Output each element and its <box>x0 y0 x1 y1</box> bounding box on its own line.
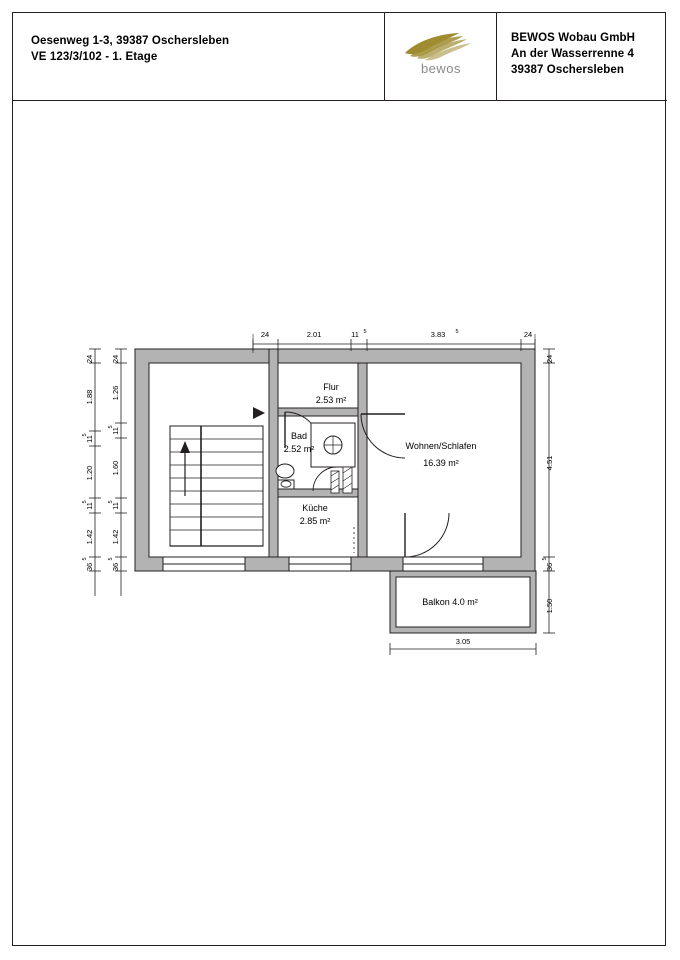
dim-left-outer-6-sup: 5 <box>82 557 88 561</box>
company-line-2: An der Wasserrenne 4 <box>511 48 635 60</box>
dim-left-inner-6-sup: 5 <box>108 557 114 561</box>
drawing-sheet <box>12 12 666 946</box>
dim-top-2: 11 <box>351 330 359 339</box>
dim-right-3: 1.50 <box>545 598 554 614</box>
floorplan-area <box>13 101 667 946</box>
address-line-1: Oesenweg 1-3, 39387 Oschersleben <box>31 35 230 47</box>
dim-right-2: 36 <box>545 562 554 572</box>
room-label-flur: Flur <box>323 382 339 392</box>
logo-wordmark: bewos <box>420 61 462 76</box>
dim-right-2-sup: 5 <box>542 557 548 561</box>
dim-left-inner-6: 36 <box>111 562 120 572</box>
dim-left-inner-4-sup: 5 <box>108 500 114 504</box>
dim-right-0: 24 <box>545 354 554 364</box>
dim-left-outer-5: 1.42 <box>85 529 94 545</box>
dim-left-inner-1: 1.26 <box>111 385 120 401</box>
room-label-wohnen: Wohnen/Schlafen <box>405 441 477 451</box>
company-line-1: BEWOS Wobau GmbH <box>511 32 636 44</box>
room-area-kueche: 2.85 m² <box>299 516 331 526</box>
dim-left-inner-4: 11 <box>111 502 120 510</box>
address-block <box>13 13 385 100</box>
dim-left-inner-2-sup: 5 <box>108 425 114 429</box>
dim-left-outer-4: 11 <box>85 502 94 510</box>
room-area-flur: 2.53 m² <box>315 395 347 405</box>
address-line-2: VE 123/3/102 - 1. Etage <box>31 51 158 63</box>
dim-left-outer-3: 1.20 <box>85 465 94 481</box>
dimension-line-left-outer <box>82 349 101 596</box>
logo-block <box>385 13 497 100</box>
dim-top-1: 2.01 <box>306 330 322 339</box>
room-area-wohnen: 16.39 m² <box>423 458 459 468</box>
company-line-3: 39387 Oschersleben <box>511 64 625 76</box>
dim-right-1: 4.51 <box>545 455 554 471</box>
dim-left-inner-2: 11 <box>111 427 120 435</box>
dim-left-inner-3: 1.60 <box>111 460 120 476</box>
dim-top-3-sup: 5 <box>455 329 459 335</box>
dim-top-2-sup: 5 <box>363 329 367 335</box>
dim-top-3: 3.83 <box>430 330 446 339</box>
room-label-balkon: Balkon 4.0 m² <box>422 597 478 607</box>
title-block <box>13 13 667 101</box>
dim-top-4: 24 <box>523 330 533 339</box>
dim-top-0: 24 <box>260 330 270 339</box>
bewos-logo-icon <box>401 31 481 61</box>
dim-left-outer-1: 1.88 <box>85 389 94 405</box>
dim-left-inner-0: 24 <box>111 354 120 364</box>
floorplan-drawing <box>13 101 667 946</box>
dim-left-outer-6: 36 <box>85 562 94 572</box>
company-block <box>497 13 667 100</box>
room-label-kueche: Küche <box>302 503 328 513</box>
dim-left-outer-4-sup: 5 <box>82 500 88 504</box>
room-label-bad: Bad <box>290 431 308 441</box>
dim-left-outer-2: 11 <box>85 435 94 443</box>
dimension-line-bottom <box>390 637 536 655</box>
window-openings <box>163 557 483 571</box>
dimension-line-right <box>542 349 555 633</box>
staircase <box>170 426 263 546</box>
dim-bottom-0: 3.05 <box>455 637 471 646</box>
dim-left-outer-2-sup: 5 <box>82 433 88 437</box>
dim-left-inner-5: 1.42 <box>111 529 120 545</box>
dim-left-outer-0: 24 <box>85 354 94 364</box>
dimension-line-left-inner <box>108 349 127 596</box>
room-area-bad: 2.52 m² <box>283 444 315 454</box>
